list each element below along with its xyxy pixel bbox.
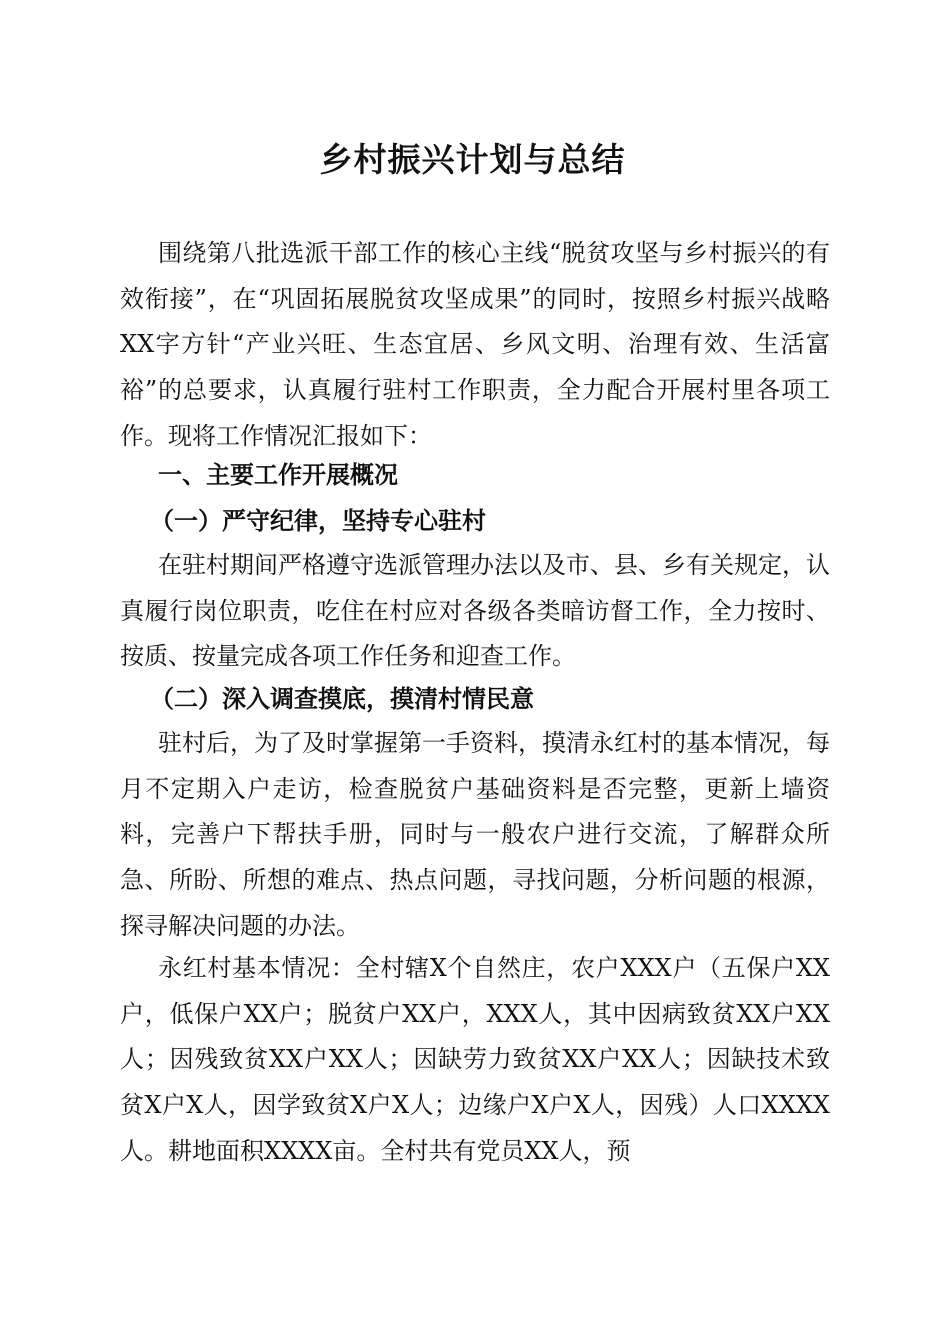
section-heading-main-work: 一、主要工作开展概况 bbox=[158, 461, 398, 489]
discipline-paragraph: 在驻村期间严格遵守选派管理办法以及市、县、乡有关规定，认真履行岗位职责，吃住在村应对各级各类暗访督工作，全力按时、按质、按量完成各项工作任务和迎查工作。 bbox=[120, 551, 830, 671]
intro-paragraph: 围绕第八批选派干部工作的核心主线“脱贫攻坚与乡村振兴的有效衔接”，在“巩固拓展脱贫攻坚成果”的同时，按照乡村振兴战略XX字方针“产业兴旺、生态宜居、乡风文明、治理有效、生活富裕”的总要求，认真履行驻村工作职责，全力配合开展村里各项工作。现将工作情况汇报如下： bbox=[120, 239, 830, 450]
investigation-paragraph: 驻村后，为了及时掌握第一手资料，摸清永红村的基本情况，每月不定期入户走访，检查脱贫户基础资料是否完整，更新上墙资料，完善户下帮扶手册，同时与一般农户进行交流，了解群众所急、所盼、所想的难点、热点问题，寻找问题，分析问题的根源，探寻解决问题的办法。 bbox=[120, 729, 830, 940]
subsection-heading-investigation: （二）深入调查摸底，摸清村情民意 bbox=[150, 684, 534, 713]
document-title: 乡村振兴计划与总结 bbox=[319, 140, 626, 179]
subsection-heading-discipline: （一）严守纪律，坚持专心驻村 bbox=[150, 506, 486, 535]
village-info-paragraph: 永红村基本情况：全村辖X个自然庄，农户XXX户（五保户XX户，低保户XX户；脱贫户XX户，XXX人，其中因病致贫XX户XX人；因残致贫XX户XX人；因缺劳力致贫XX户XX人；因缺技术致贫X户X人，因学致贫X户X人；边缘户X户X人，因残）人口XXXX人。耕地面积XXXX亩。全村共有党员XX人，预 bbox=[120, 954, 830, 1165]
